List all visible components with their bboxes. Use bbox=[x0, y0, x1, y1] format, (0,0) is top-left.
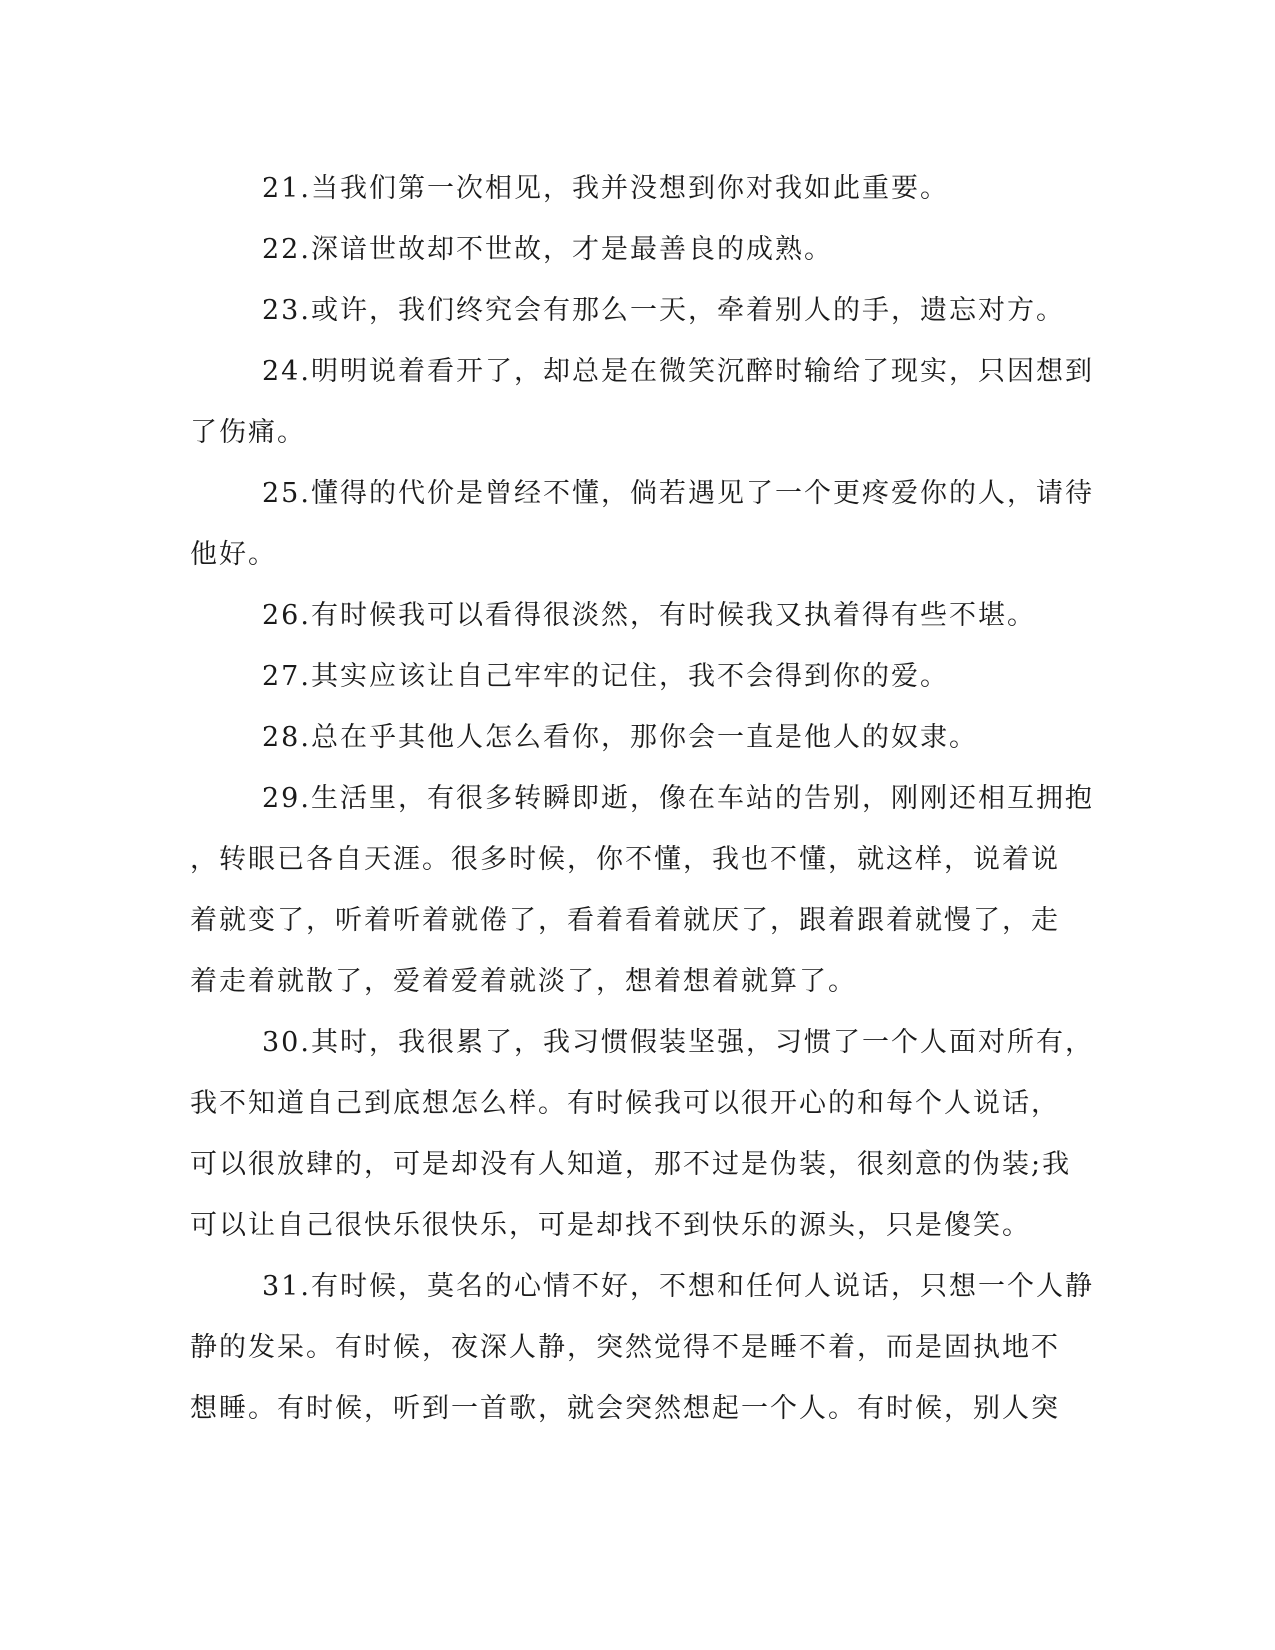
paragraph-line: 25.懂得的代价是曾经不懂，倘若遇见了一个更疼爱你的人，请待 bbox=[262, 478, 1094, 509]
paragraph-line: 24.明明说着看开了，却总是在微笑沉醉时输给了现实，只因想到 bbox=[262, 356, 1094, 387]
paragraph-line: 27.其实应该让自己牢牢的记住，我不会得到你的爱。 bbox=[262, 661, 949, 692]
paragraph-line: 他好。 bbox=[190, 539, 277, 570]
paragraph-27 bbox=[190, 646, 1090, 707]
paragraph-25 bbox=[190, 463, 1094, 585]
paragraph-24 bbox=[190, 341, 1094, 463]
paragraph-line: 29.生活里，有很多转瞬即逝，像在车站的告别，刚刚还相互拥抱 bbox=[262, 783, 1094, 814]
paragraph-line: 30.其时，我很累了，我习惯假装坚强，习惯了一个人面对所有， bbox=[262, 1027, 1094, 1058]
paragraph-line: 26.有时候我可以看得很淡然，有时候我又执着得有些不堪。 bbox=[262, 600, 1036, 631]
paragraph-line: 着走着就散了，爱着爱着就淡了，想着想着就算了。 bbox=[190, 966, 857, 997]
paragraph-30 bbox=[190, 1012, 1094, 1256]
paragraph-line: 我不知道自己到底想怎么样。有时候我可以很开心的和每个人说话， bbox=[190, 1088, 1060, 1119]
paragraph-line: ，转眼已各自天涯。很多时候，你不懂，我也不懂，就这样，说着说 bbox=[190, 844, 1060, 875]
paragraph-line: 可以很放肆的，可是却没有人知道，那不过是伪装，很刻意的伪装;我 bbox=[190, 1149, 1072, 1180]
paragraph-line: 着就变了，听着听着就倦了，看着看着就厌了，跟着跟着就慢了，走 bbox=[190, 905, 1060, 936]
paragraph-line: 可以让自己很快乐很快乐，可是却找不到快乐的源头，只是傻笑。 bbox=[190, 1210, 1031, 1241]
paragraph-31 bbox=[190, 1256, 1094, 1439]
paragraph-line: 22.深谙世故却不世故，才是最善良的成熟。 bbox=[262, 234, 833, 265]
paragraph-line: 21.当我们第一次相见，我并没想到你对我如此重要。 bbox=[262, 173, 949, 204]
paragraph-22 bbox=[190, 219, 1090, 280]
paragraph-line: 23.或许，我们终究会有那么一天，牵着别人的手，遗忘对方。 bbox=[262, 295, 1065, 326]
paragraph-23 bbox=[190, 280, 1090, 341]
paragraph-21 bbox=[190, 158, 1090, 219]
paragraph-line: 了伤痛。 bbox=[190, 417, 306, 448]
paragraph-line: 31.有时候，莫名的心情不好，不想和任何人说话，只想一个人静 bbox=[262, 1271, 1094, 1302]
paragraph-line: 静的发呆。有时候，夜深人静，突然觉得不是睡不着，而是固执地不 bbox=[190, 1332, 1060, 1363]
paragraph-line: 28.总在乎其他人怎么看你，那你会一直是他人的奴隶。 bbox=[262, 722, 978, 753]
document-body bbox=[190, 158, 1094, 1439]
paragraph-28 bbox=[190, 707, 1090, 768]
paragraph-29 bbox=[190, 768, 1094, 1012]
paragraph-26 bbox=[190, 585, 1090, 646]
paragraph-line: 想睡。有时候，听到一首歌，就会突然想起一个人。有时候，别人突 bbox=[190, 1393, 1060, 1424]
